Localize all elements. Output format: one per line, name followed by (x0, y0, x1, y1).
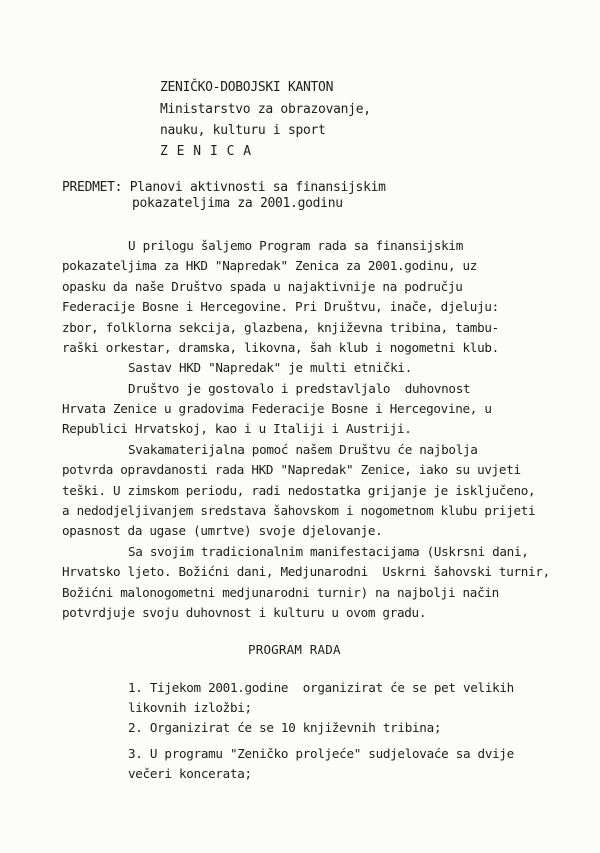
body-line: potvrdjuje svoju duhovnost i kulturu u ovom gradu. (62, 605, 427, 620)
program-item: 3. U programu "Zeničko proljeće" sudjelovaće sa dvije (128, 746, 514, 761)
header-city: Z E N I C A (160, 144, 252, 159)
body-line: Božićni malonogometni medjunarodni turnir) na najbolji način (62, 585, 499, 600)
body-line: Svakamaterijalna pomoć našem Društvu će najbolja (128, 442, 478, 457)
body-line: zbor, folklorna sekcija, glazbena, književna tribina, tambu- (62, 320, 499, 335)
header-canton: ZENIČKO-DOBOJSKI KANTON (160, 80, 334, 95)
body-line: pokazateljima za HKD "Napredak" Zenica za 2001.godinu, uz (62, 258, 478, 273)
body-line: teški. U zimskom periodu, radi nedostatka grijanje je isključeno, (62, 483, 536, 498)
program-item: likovnih izložbi; (128, 700, 252, 715)
body-line: Sa svojim tradicionalnim manifestacijama (Uskrsni dani, (128, 544, 529, 559)
body-line: Republici Hrvatskoj, kao i u Italiji i Austriji. (62, 421, 412, 436)
program-item: 2. Organizirat će se 10 književnih tribina; (128, 720, 442, 735)
body-line: Sastav HKD "Napredak" je multi etnički. (128, 360, 413, 375)
subject-line: PREDMET: Planovi aktivnosti sa finansijskim (62, 180, 386, 195)
program-title: PROGRAM RADA (248, 642, 341, 657)
body-line: U prilogu šaljemo Program rada sa finansijskim (128, 238, 463, 253)
body-line: opasnost da ugase (umrtve) svoje djelovanje. (62, 523, 383, 538)
program-item: 1. Tijekom 2001.godine organizirat će se pet velikih (128, 680, 514, 695)
body-line: raški orkestar, dramska, likovna, šah klub i nogometni klub. (62, 340, 499, 355)
body-line: opasku da naše Društvo spada u najaktivnije na području (62, 279, 463, 294)
program-item: večeri koncerata; (128, 766, 252, 781)
body-line: Društvo je gostovalo i predstavljalo duhovnost (128, 381, 471, 396)
body-line: Hrvata Zenice u gradovima Federacije Bosne i Hercegovine, u (62, 401, 492, 416)
header-ministry-cont: nauku, kulturu i sport (160, 123, 326, 138)
body-line: Federacije Bosne i Hercegovine. Pri Društvu, inače, djeluju: (62, 299, 499, 314)
body-line: Hrvatsko ljeto. Božićni dani, Medjunarodni Uskrni šahovski turnir, (62, 564, 550, 579)
body-line: potvrda opravdanosti rada HKD "Napredak" Zenice, iako su uvjeti (62, 462, 521, 477)
body-line: a nedodjeljivanjem sredstava šahovskom i nogometnom klubu prijeti (62, 503, 536, 518)
subject-line-2: pokazateljima za 2001.godinu (132, 196, 343, 211)
header-ministry: Ministarstvo za obrazovanje, (160, 102, 371, 117)
